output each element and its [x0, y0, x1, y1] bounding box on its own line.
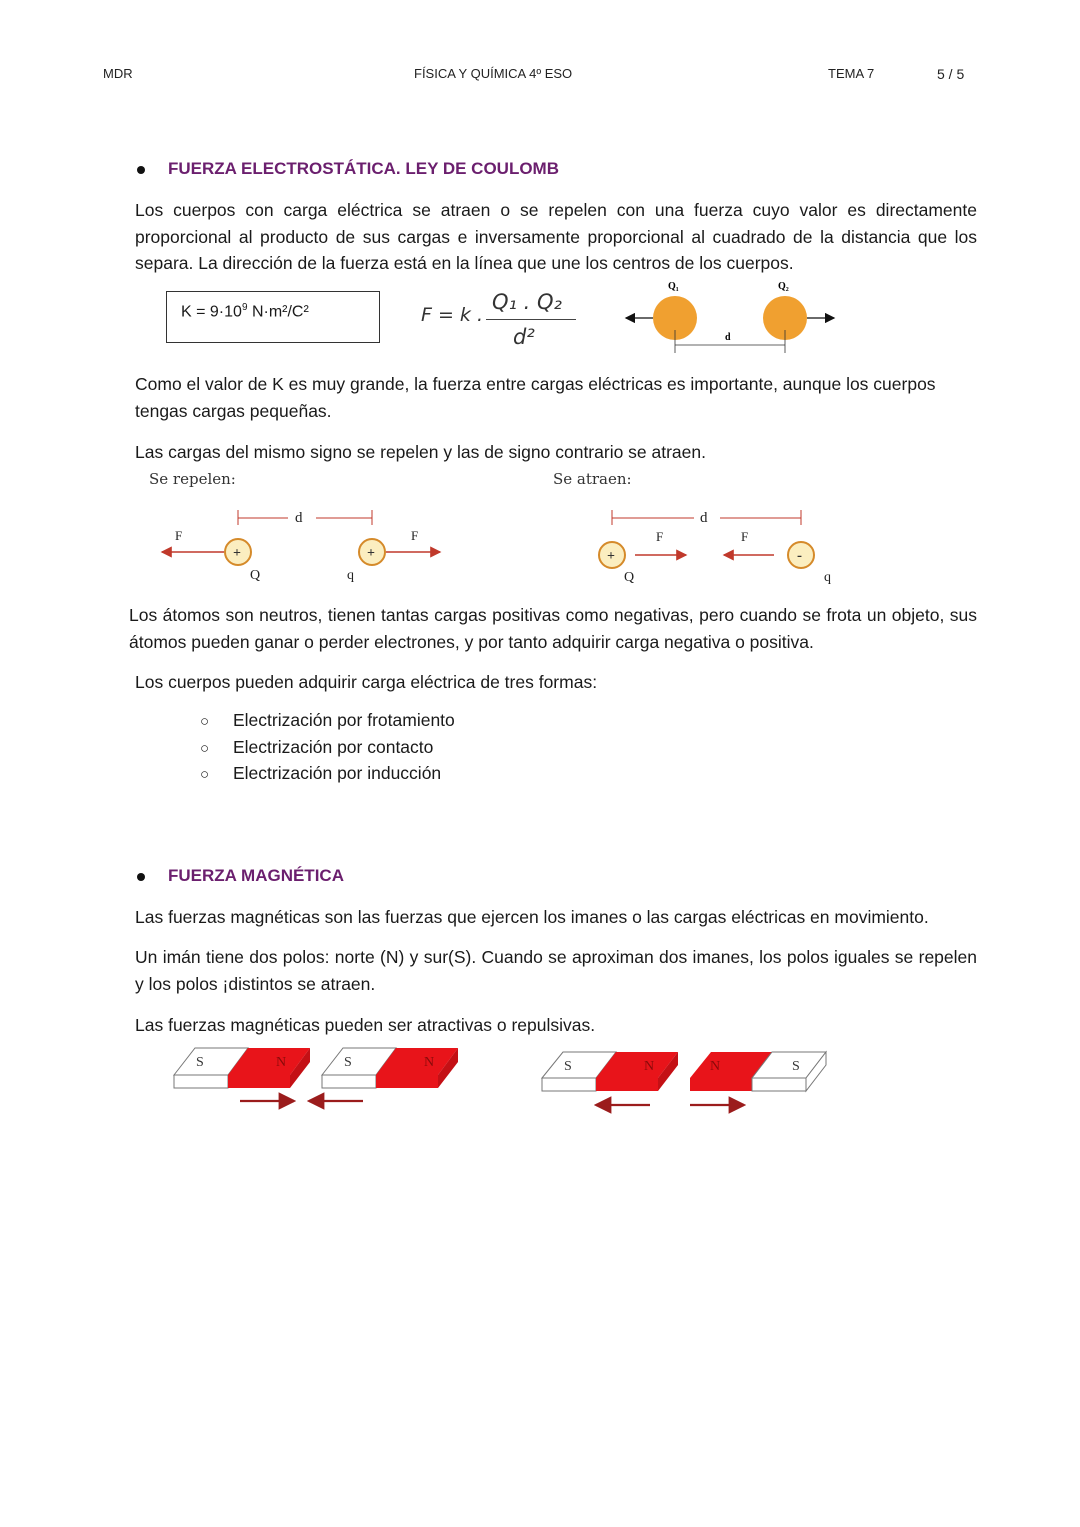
label-q1: Q₁ — [668, 281, 679, 292]
list-item-contacto: Electrización por contacto — [233, 737, 434, 757]
bullet-icon — [137, 873, 145, 881]
repel-f-right: F — [411, 528, 419, 543]
section-title-magnetic: FUERZA MAGNÉTICA — [168, 866, 344, 885]
magnet-1-s: S — [196, 1055, 204, 1070]
magnet-3-s: S — [564, 1059, 572, 1074]
k-constant-text: K = 9·10 — [181, 303, 242, 321]
magnet-2-n: N — [424, 1055, 435, 1070]
ways-intro: Los cuerpos pueden adquirir carga eléctrica de tres formas: — [135, 672, 598, 692]
atoms-paragraph: Los átomos son neutros, tienen tantas cargas positivas como negativas, pero cuando se frota un objeto, sus átomos pueden ganar o perder electrones, y por tanto adquirir carga negativa o positiva. — [129, 605, 977, 652]
attract-f-right: F — [741, 529, 749, 544]
list-marker-icon: ○ — [200, 713, 210, 730]
bullet-icon — [137, 166, 145, 174]
magnet-2-s: S — [344, 1055, 352, 1070]
attract-d-label: d — [700, 510, 708, 526]
repel-sign-1: + — [233, 546, 241, 561]
coulomb-diagram — [620, 275, 850, 360]
magnetic-p1: Las fuerzas magnéticas son las fuerzas que ejercen los imanes o las cargas eléctricas en movimiento. — [135, 907, 929, 927]
magnet-4-n: N — [710, 1059, 721, 1074]
repel-q-small: q — [347, 568, 354, 583]
list-item-frotamiento: Electrización por frotamiento — [233, 710, 455, 730]
header-topic: TEMA 7 — [828, 66, 875, 81]
repel-sign-2: + — [367, 546, 375, 561]
header-left: MDR — [103, 66, 133, 81]
k-units: N·m²/C² — [247, 303, 309, 321]
label-q2: Q₂ — [778, 281, 789, 292]
magnetic-p3: Las fuerzas magnéticas pueden ser atractivas o repulsivas. — [135, 1015, 596, 1035]
magnet-4 — [690, 1052, 826, 1091]
k-constant-box — [166, 291, 380, 343]
label-d: d — [725, 332, 731, 343]
k-exponent: 9 — [241, 302, 248, 313]
magnet-1-n: N — [276, 1055, 287, 1070]
attract-q-big: Q — [624, 570, 635, 585]
list-item-induccion: Electrización por inducción — [233, 763, 442, 783]
repel-diagram — [150, 500, 460, 590]
repel-f-left: F — [175, 528, 183, 543]
sign-rule: Las cargas del mismo signo se repelen y las de signo contrario se atraen. — [135, 442, 706, 462]
header-subject: FÍSICA Y QUÍMICA 4º ESO — [414, 66, 573, 81]
fraction-line — [486, 319, 576, 320]
magnet-4-s: S — [792, 1059, 800, 1074]
magnet-1 — [174, 1048, 310, 1088]
page-number: 5 / 5 — [937, 66, 965, 82]
magnet-3-n: N — [644, 1059, 655, 1074]
magnet-3 — [542, 1052, 678, 1091]
attract-q-small: q — [824, 570, 831, 585]
repel-label: Se repelen: — [149, 470, 236, 488]
attract-label: Se atraen: — [553, 470, 632, 488]
formula-lhs: F = k . — [421, 304, 484, 326]
magnets-repulsion-diagram — [170, 1042, 470, 1112]
k-note: Como el valor de K es muy grande, la fuerza entre cargas eléctricas es importante, aunque los cuerpos tengas cargas pequeñas. — [135, 374, 936, 421]
attract-diagram — [590, 500, 850, 590]
repel-q-big: Q — [250, 568, 261, 583]
magnetic-p2: Un imán tiene dos polos: norte (N) y sur(S). Cuando se aproximan dos imanes, los polos iguales se repelen y los polos ¡distintos se atraen. — [135, 947, 977, 994]
section-title-coulomb: FUERZA ELECTROSTÁTICA. LEY DE COULOMB — [168, 159, 559, 178]
repel-d-label: d — [295, 510, 303, 526]
formula-numerator: Q₁ . Q₂ — [492, 290, 562, 314]
formula-denominator: d² — [513, 325, 535, 349]
list-marker-icon: ○ — [200, 740, 210, 757]
list-marker-icon: ○ — [200, 766, 210, 783]
attract-sign-2: - — [797, 548, 802, 564]
attract-f-left: F — [656, 529, 664, 544]
attract-sign-1: + — [607, 549, 615, 564]
magnet-2 — [322, 1048, 458, 1088]
coulomb-intro: Los cuerpos con carga eléctrica se atraen o se repelen con una fuerza cuyo valor es directamente proporcional al producto de sus cargas e inversamente proporcional al cuadrado de la distancia que los separa. La dirección de la fuerza está en la línea que une los centros de los cuerpos. — [135, 200, 977, 273]
magnets-attraction-diagram — [538, 1042, 838, 1114]
